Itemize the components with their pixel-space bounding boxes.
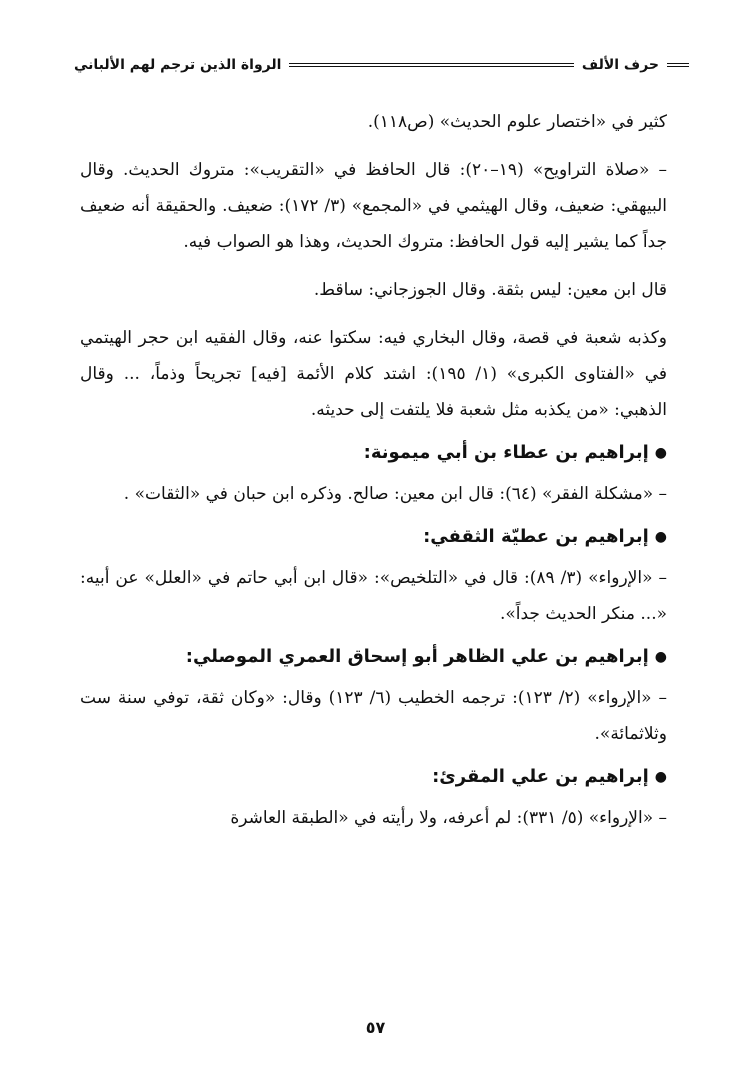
paragraph: – «صلاة التراويح» (١٩–٢٠): قال الحافظ في «التقريب»: متروك الحديث. وقال البيهقي: ضعيف، وقال الهيثمي في «المجمع» (٣/ ١٧٢): ضعيف. والحقيقة أنه ضعيف جداً كما يشير إليه قول الحافظ: متروك الحديث، وهذا هو الصواب فيه. [80,160,667,252]
bullet-icon: ● [654,649,667,665]
header-rule [289,63,573,67]
bullet-icon: ● [654,769,667,785]
page-number: ٥٧ [365,1018,386,1037]
entry-heading [80,762,667,792]
entry-text: – «الإرواء» (٣/ ٨٩): قال في «التلخيص»: «قال ابن أبي حاتم في «العلل» عن أبيه: «... منكر الحديث جداً». [80,568,668,624]
entry-text: – «الإرواء» (٥/ ٣٣١): لم أعرفه، ولا رأيته في «الطبقة العاشرة [230,808,667,828]
entry-name: إبراهيم بن علي الظاهر أبو إسحاق العمري الموصلي: [185,646,649,667]
page-body [80,104,667,836]
entry-text: – «الإرواء» (٢/ ١٢٣): ترجمه الخطيب (٦/ ١٢٣) وقال: «وكان ثقة، توفي سنة ست وثلاثمائة». [80,688,668,744]
entry-heading [80,438,667,468]
paragraph: قال ابن معين: ليس بثقة. وقال الجوزجاني: ساقط. [313,280,667,300]
entry-heading [80,642,667,672]
header-book-title: الرواة الذين ترجم لهم الألباني [74,57,282,73]
entry-heading [80,522,667,552]
entry-name: إبراهيم بن علي المقرئ: [432,766,649,787]
paragraph: كثير في «اختصار علوم الحديث» (ص١١٨). [367,112,667,132]
header-rule-short [667,63,689,67]
header-section: حرف الألف [581,57,659,73]
bullet-icon: ● [654,529,667,545]
entry-text: – «مشكلة الفقر» (٦٤): قال ابن معين: صالح. وذكره ابن حبان في «الثقات» . [123,484,667,504]
paragraph: وكذبه شعبة في قصة، وقال البخاري فيه: سكتوا عنه، وقال الفقيه ابن حجر الهيتمي في «الفتاوى الكبرى» (١/ ١٩٥): اشتد كلام الأئمة [فيه] تجريحاً وذماً، ... وقال الذهبي: «من يكذبه مثل شعبة فلا يلتفت إلى حديثه. [80,328,667,420]
running-header [74,54,689,76]
entry-name: إبراهيم بن عطيّة الثقفي: [423,526,649,547]
entry-name: إبراهيم بن عطاء بن أبي ميمونة: [363,442,649,463]
bullet-icon: ● [654,445,667,461]
